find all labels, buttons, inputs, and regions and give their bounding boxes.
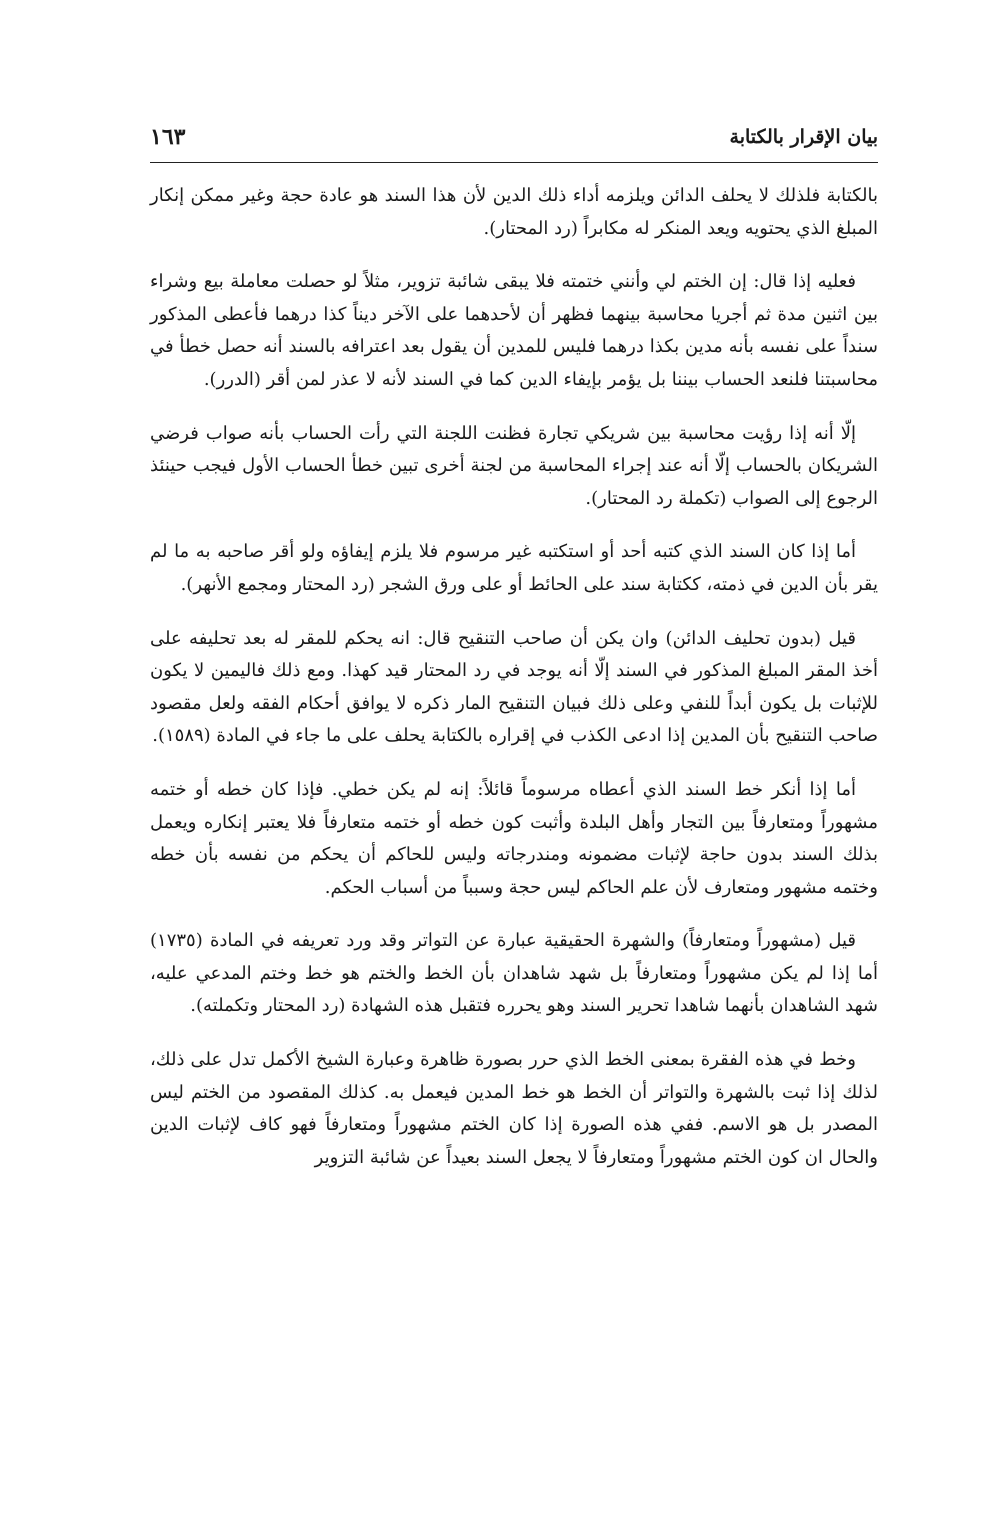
- paragraph-1: بالكتابة فلذلك لا يحلف الدائن ويلزمه أداء ذلك الدين لأن هذا السند هو عادة حجة وغير ممكن إنكار المبلغ الذي يحتويه ويعد المنكر له مكابراً (رد المحتار).: [150, 185, 878, 239]
- paragraph-5: قيل (بدون تحليف الدائن) وان يكن أن صاحب التنقيح قال: انه يحكم للمقر له بعد تحليفه على أخذ المقر المبلغ المذكور في السند إلّا أنه يوجد في رد المحتار قيد كهذا. ومع ذلك فاليمين لا يكون للإثبات بل يكون أبداً للنفي وعلى ذلك فبيان التنقيح المار ذكره لا يوافق أحكام الفقه ولعل مقصود صاحب التنقيح بأن المدين إذا ادعى الكذب في إقراره بالكتابة يحلف على ما جاء في المادة (١٥٨٩).: [150, 627, 878, 747]
- paragraph-3: إلّا أنه إذا رؤيت محاسبة بين شريكي تجارة فظنت اللجنة التي رأت الحساب بأنه صواب فرضي الشريكان بالحساب إلّا أنه عند إجراء المحاسبة من لجنة أخرى تبين خطأ الحساب الأول فيجب حينئذ الرجوع إلى الصواب (تكملة رد المحتار).: [150, 422, 878, 509]
- paragraph-2: فعليه إذا قال: إن الختم لي وأنني ختمته فلا يبقى شائبة تزوير، مثلاً لو حصلت معاملة بيع وشراء بين اثنين مدة ثم أجريا محاسبة بينهما فظهر أن لأحدهما على الآخر ديناً كذا درهما فأعطى المذكور سنداً على نفسه بأنه مدين بكذا درهما فليس للمدين أن يقول بعد اعترافه بالسند أنه حصل خطأ في محاسبتنا فلنعد الحساب بيننا بل يؤمر بإيفاء الدين كما في السند لأنه لا عذر لمن أقر (الدرر).: [150, 271, 878, 390]
- body-text: [150, 180, 878, 1174]
- paragraph-7: قيل (مشهوراً ومتعارفاً) والشهرة الحقيقية عبارة عن التواتر وقد ورد تعريفه في المادة (١٧٣٥) أما إذا لم يكن مشهوراً ومتعارفاً بل شهد شاهدان بأن الخط والختم هو خط وختم المدعي عليه، شهد الشاهدان بأنهما شاهدا تحرير السند وهو يحرره فتقبل هذه الشهادة (رد المحتار وتكملته).: [150, 930, 878, 1017]
- page-number: ١٦٣: [150, 124, 186, 150]
- paragraph-4: أما إذا كان السند الذي كتبه أحد أو استكتبه غير مرسوم فلا يلزم إيفاؤه ولو أقر صاحبه به ما لم يقر بأن الدين في ذمته، ككتابة سند على الحائط أو على ورق الشجر (رد المحتار ومجمع الأنهر).: [150, 541, 878, 595]
- paragraph-8: وخط في هذه الفقرة بمعنى الخط الذي حرر بصورة ظاهرة وعبارة الشيخ الأكمل تدل على ذلك، لذلك إذا ثبت بالشهرة والتواتر أن الخط هو خط المدين فيعمل به. كذلك المقصود من الختم ليس المصدر بل هو الاسم. ففي هذه الصورة إذا كان الختم مشهوراً ومتعارفاً فهو كاف لإثبات الدين والحال ان كون الختم مشهوراً ومتعارفاً لا يجعل السند بعيداً عن شائبة التزوير: [150, 1049, 878, 1168]
- paragraph-6: أما إذا أنكر خط السند الذي أعطاه مرسوماً قائلاً: إنه لم يكن خطي. فإذا كان خطه أو ختمه مشهوراً ومتعارفاً بين التجار وأهل البلدة وأثبت كون خطه أو ختمه متعارفاً فلا يعتبر إنكاره ويعمل بذلك السند بدون حاجة لإثبات مضمونه ومندرجاته وليس للحاكم أن يحكم من نفسه بأن خطه وختمه مشهور ومتعارف لأن علم الحاكم ليس حجة وسبباً من أسباب الحكم.: [150, 778, 878, 898]
- running-title: بيان الإقرار بالكتابة: [729, 126, 878, 148]
- page-header: [150, 126, 878, 163]
